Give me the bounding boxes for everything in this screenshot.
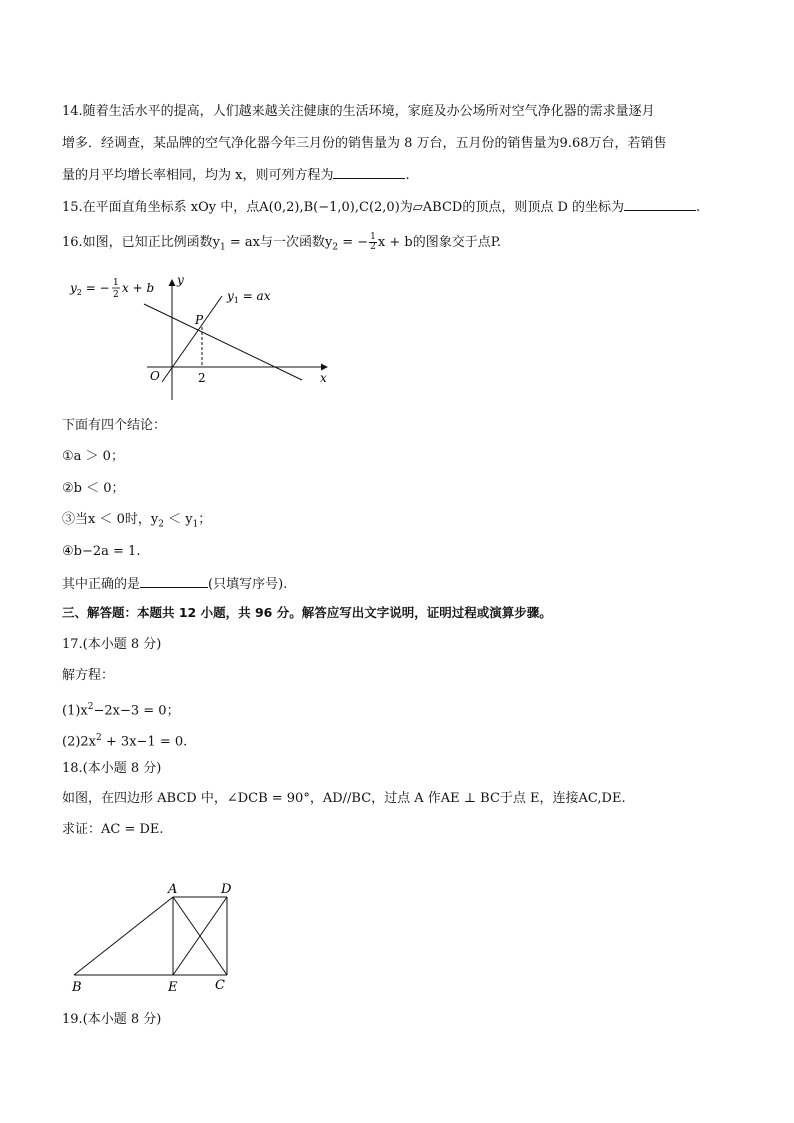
q15-line — [62, 197, 700, 217]
q14-line-3-text: 量的月平均增长率相同，均为 x，则可列方程为 — [62, 168, 334, 183]
q16-sub1: 1 — [220, 242, 226, 253]
q16-answer-post: (只填写序号). — [208, 577, 288, 592]
label-c: C — [215, 978, 225, 993]
q17-eq2-pre: (2)2x — [62, 734, 97, 750]
conclusion-2: ②b ＜ 0； — [62, 481, 125, 496]
label-d: D — [221, 882, 232, 897]
conclusion-3-sub1: 2 — [158, 519, 164, 530]
section-3-heading: 三、解答题：本题共 12 小题，共 96 分。解答应写出文字说明，证明过程或演算步骤。 — [62, 605, 552, 620]
q16-frac-num: 1 — [370, 232, 376, 242]
label-y2-frac-num: 1 — [113, 278, 119, 288]
q16-line — [62, 233, 501, 257]
q16-answer-line — [62, 574, 287, 594]
q14-end: . — [405, 168, 410, 183]
q18-prove: 求证：AC = DE. — [62, 822, 164, 837]
label-two: 2 — [198, 371, 206, 385]
q18-title: 18.(本小题 8 分) — [62, 761, 162, 776]
q15-text: 15.在平面直角坐标系 xOy 中，点A(0,2),B(−1,0),C(2,0)为▱ABCD的顶点，则顶点 D 的坐标为 — [62, 200, 625, 215]
label-y2-frac-den: 2 — [113, 290, 119, 300]
conclusion-4: ④b−2a = 1. — [62, 544, 141, 559]
line-y2 — [144, 304, 302, 380]
q17-equation-1 — [62, 698, 180, 720]
label-a: A — [168, 882, 178, 897]
q16-mid2: = − — [338, 235, 369, 250]
q16-post: x + b的图象交于点P. — [377, 235, 501, 250]
q15-end: . — [696, 200, 701, 215]
line-y1 — [162, 296, 222, 382]
q17-eq1-sup: 2 — [87, 702, 94, 712]
q17-eq1-pre: (1)x — [62, 703, 88, 719]
conclusions-intro: 下面有四个结论： — [62, 418, 167, 433]
conclusion-3-end: ； — [198, 512, 212, 527]
conclusion-3-pre: ③当x ＜ 0时，y — [62, 512, 159, 527]
q17-equation-2 — [62, 729, 187, 751]
label-y2-post: x + b — [122, 281, 155, 295]
q16-frac-den: 2 — [370, 242, 376, 252]
q16-pre: 16.如图，已知正比例函数y — [62, 235, 221, 250]
label-point-p: P — [195, 313, 204, 327]
label-y1: $y_1$ = ax — [227, 289, 271, 305]
q17-eq2-sup: 2 — [96, 733, 102, 743]
conclusion-1: ①a ＞ 0； — [62, 449, 124, 464]
conclusion-3 — [62, 511, 211, 534]
q14-line-3 — [62, 165, 410, 185]
q16-sub2: 2 — [332, 242, 339, 253]
label-b: B — [72, 980, 82, 995]
q18-text: 如图，在四边形 ABCD 中，∠DCB = 90°，AD//BC，过点 A 作AE ⊥ BC于点 E，连接AC,DE. — [62, 791, 626, 806]
quadrilateral-figure — [62, 878, 252, 996]
q14-line-2: 增多．经调查，某品牌的空气净化器今年三月份的销售量为 8 万台，五月份的销售量为9.68万台，若销售 — [62, 136, 667, 151]
q16-mid1: = ax与一次函数y — [225, 235, 333, 250]
q15-answer-blank[interactable] — [624, 197, 696, 211]
q16-fraction — [369, 233, 377, 252]
q17-prompt: 解方程： — [62, 668, 115, 683]
label-e: E — [168, 980, 178, 995]
conclusion-3-sub2: 1 — [192, 519, 199, 530]
label-y2: $y_2$ = − — [70, 281, 110, 297]
label-origin: O — [150, 369, 160, 383]
q16-answer-pre: 其中正确的是 — [62, 577, 141, 592]
label-x-axis: x — [320, 371, 327, 385]
q14-line-1: 14.随着生活水平的提高，人们越来越关注健康的生活环境，家庭及办公场所对空气净化器的需求量逐月 — [62, 104, 655, 119]
q17-title: 17.(本小题 8 分) — [62, 637, 162, 652]
q17-eq2-post: + 3x−1 = 0. — [101, 734, 188, 750]
segment-ab — [74, 897, 173, 975]
q14-answer-blank[interactable] — [333, 165, 405, 179]
q16-answer-blank[interactable] — [140, 574, 208, 588]
conclusion-3-mid: ＜ y — [163, 512, 193, 527]
q19-title: 19.(本小题 8 分) — [62, 1012, 162, 1027]
label-y-axis: y — [177, 273, 184, 287]
function-graph — [62, 272, 342, 408]
q17-eq1-post: −2x−3 = 0； — [93, 703, 180, 719]
